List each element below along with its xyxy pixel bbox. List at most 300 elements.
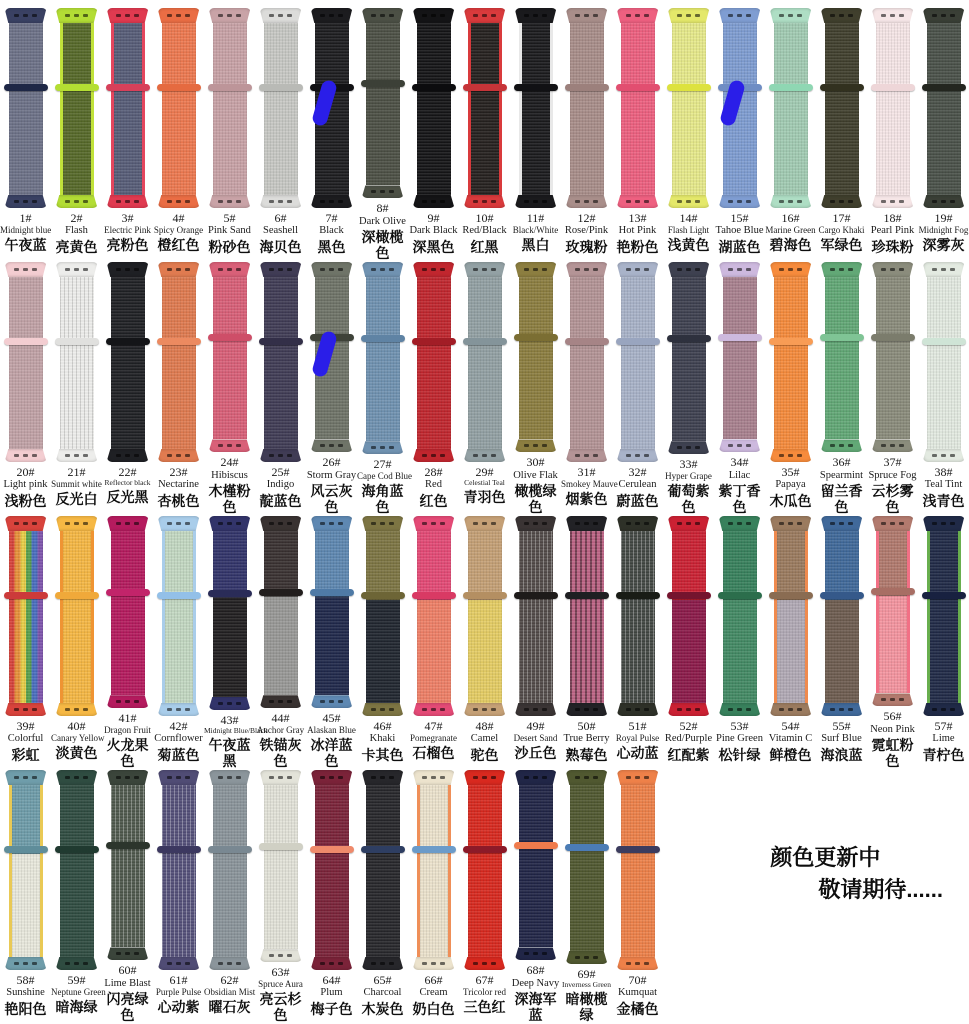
band-name-zh: 杏桃色	[157, 492, 200, 509]
band-keeper	[820, 592, 864, 599]
adapter-slot	[74, 522, 79, 525]
adapter-slot	[635, 454, 640, 457]
adapter-slot	[779, 268, 784, 271]
adapter-slot	[839, 444, 844, 447]
band-adapter-bottom	[260, 449, 302, 462]
adapter-slot	[890, 522, 895, 525]
adapter-slot	[473, 776, 478, 779]
band-strap	[162, 23, 196, 195]
band-name-zh: 反光白	[55, 490, 98, 507]
band-number: 6#	[274, 211, 287, 225]
adapter-slot	[830, 708, 835, 711]
band-keeper	[55, 846, 99, 853]
adapter-slot	[440, 268, 445, 271]
adapter-slot	[728, 200, 733, 203]
watch-band	[306, 8, 357, 208]
band-strap	[774, 531, 808, 703]
adapter-slot	[848, 708, 853, 711]
band-strap	[417, 531, 451, 703]
adapter-slot	[737, 14, 742, 17]
band-name-en: Kumquat	[617, 987, 658, 999]
adapter-slot	[779, 200, 784, 203]
band-labels	[561, 465, 618, 507]
band-keeper	[565, 844, 609, 851]
adapter-slot	[491, 200, 496, 203]
band-name-en: Smokey Mauve	[561, 479, 618, 490]
adapter-slot	[644, 522, 649, 525]
adapter-slot	[932, 268, 937, 271]
adapter-slot	[941, 200, 946, 203]
adapter-slot	[338, 200, 343, 203]
band-name-en: Dragon Fruit	[104, 725, 151, 736]
band-strap	[162, 531, 196, 703]
band-strap	[264, 277, 298, 449]
band-name-zh: 风云灰色	[310, 482, 353, 516]
adapter-slot	[329, 700, 334, 703]
band-name-en: True Berry	[563, 733, 610, 745]
band-strap	[825, 531, 859, 703]
band-number: 63#	[271, 965, 290, 980]
band-labels	[918, 211, 969, 253]
band-adapter-top	[566, 8, 608, 23]
band-adapter-top	[158, 516, 200, 531]
adapter-slot	[473, 708, 478, 711]
band-labels	[357, 719, 408, 763]
adapter-slot	[932, 708, 937, 711]
band-name-zh: 留兰香色	[820, 482, 863, 516]
watch-band	[867, 516, 918, 706]
adapter-slot	[83, 454, 88, 457]
adapter-slot	[533, 14, 538, 17]
band-item	[561, 262, 618, 516]
band-name-zh: 熟莓色	[565, 746, 608, 763]
band-keeper	[412, 592, 456, 599]
band-name-en: Pine Green	[716, 733, 763, 745]
band-keeper	[106, 84, 150, 91]
band-labels	[459, 719, 510, 763]
band-number: 58#	[16, 973, 35, 987]
band-number: 24#	[220, 455, 239, 470]
adapter-slot	[227, 522, 232, 525]
band-item	[867, 8, 918, 262]
watch-band	[918, 8, 969, 208]
adapter-slot	[176, 454, 181, 457]
adapter-slot	[218, 444, 223, 447]
band-keeper	[922, 592, 966, 599]
adapter-slot	[737, 444, 742, 447]
adapter-slot	[32, 522, 37, 525]
watch-band	[918, 262, 969, 462]
adapter-slot	[14, 708, 19, 711]
adapter-slot	[797, 708, 802, 711]
watch-band	[510, 516, 561, 716]
adapter-slot	[575, 776, 580, 779]
band-number: 27#	[373, 457, 392, 472]
adapter-slot	[677, 200, 682, 203]
adapter-slot	[269, 14, 274, 17]
band-number: 41#	[118, 711, 137, 726]
band-name-en: Inverness Green	[562, 980, 611, 990]
band-name-en: Tricolor red	[463, 987, 506, 998]
band-labels	[561, 719, 612, 763]
band-keeper	[463, 338, 507, 345]
adapter-slot	[176, 14, 181, 17]
watch-band	[459, 262, 510, 462]
watch-band	[867, 8, 918, 208]
adapter-slot	[584, 708, 589, 711]
adapter-slot	[338, 776, 343, 779]
band-name-en: Purple Pulse	[155, 987, 202, 998]
adapter-slot	[116, 952, 121, 955]
adapter-slot	[941, 708, 946, 711]
band-name-zh: 亮云杉色	[259, 990, 302, 1024]
watch-band	[51, 8, 102, 208]
adapter-slot	[320, 700, 325, 703]
band-name-zh: 深橄榄色	[361, 228, 404, 262]
band-adapter-bottom	[260, 695, 302, 708]
band-keeper	[667, 592, 711, 599]
adapter-slot	[134, 454, 139, 457]
watch-band	[306, 262, 357, 452]
band-labels	[867, 709, 918, 770]
adapter-slot	[287, 776, 292, 779]
adapter-slot	[380, 14, 385, 17]
band-keeper	[565, 592, 609, 599]
adapter-slot	[626, 522, 631, 525]
adapter-slot	[746, 522, 751, 525]
band-adapter-top	[566, 516, 608, 531]
adapter-slot	[287, 14, 292, 17]
band-name-en: Neon Pink	[870, 723, 915, 735]
band-name-en: Seashell	[263, 225, 298, 237]
watch-band	[714, 8, 765, 208]
band-name-en: Spicy Orange	[153, 225, 204, 236]
adapter-slot	[533, 200, 538, 203]
band-adapter-top	[617, 262, 659, 277]
adapter-slot	[899, 200, 904, 203]
band-strap	[264, 531, 298, 695]
band-labels	[153, 465, 204, 509]
band-name-zh: 珍珠粉	[871, 238, 914, 255]
band-name-zh: 火龙果色	[106, 736, 149, 770]
adapter-slot	[950, 708, 955, 711]
adapter-slot	[839, 708, 844, 711]
adapter-slot	[14, 268, 19, 271]
adapter-slot	[848, 444, 853, 447]
adapter-slot	[728, 268, 733, 271]
adapter-slot	[422, 962, 427, 965]
band-labels	[306, 211, 357, 255]
band-name-zh: 梅子色	[310, 1000, 353, 1017]
watch-band	[0, 770, 51, 970]
band-adapter-top	[617, 770, 659, 785]
band-adapter-top	[362, 516, 404, 531]
band-item	[714, 516, 765, 770]
adapter-slot	[941, 454, 946, 457]
band-adapter-bottom	[5, 449, 47, 462]
band-item	[102, 8, 153, 262]
adapter-slot	[482, 776, 487, 779]
band-number: 52#	[679, 719, 698, 733]
adapter-slot	[320, 200, 325, 203]
adapter-slot	[677, 708, 682, 711]
adapter-slot	[287, 454, 292, 457]
adapter-slot	[746, 268, 751, 271]
adapter-slot	[644, 962, 649, 965]
adapter-slot	[584, 776, 589, 779]
band-keeper	[157, 592, 201, 599]
adapter-slot	[236, 268, 241, 271]
band-item	[408, 516, 459, 770]
band-number: 20#	[16, 465, 35, 479]
band-item	[510, 8, 561, 262]
band-keeper	[514, 592, 558, 599]
band-strap	[111, 23, 145, 195]
adapter-slot	[830, 200, 835, 203]
watch-band	[459, 516, 510, 716]
band-labels	[918, 465, 969, 509]
adapter-slot	[440, 14, 445, 17]
band-name-zh: 卡其色	[361, 746, 404, 763]
adapter-slot	[737, 200, 742, 203]
band-number: 9#	[427, 211, 440, 225]
band-number: 40#	[67, 719, 86, 733]
band-adapter-top	[209, 516, 251, 531]
band-number: 65#	[373, 973, 392, 987]
band-adapter-top	[770, 516, 812, 531]
watch-band	[663, 516, 714, 716]
adapter-slot	[125, 700, 130, 703]
adapter-slot	[23, 268, 28, 271]
adapter-slot	[371, 708, 376, 711]
band-name-zh: 艳粉色	[616, 238, 659, 255]
band-labels	[459, 211, 510, 255]
adapter-slot	[899, 268, 904, 271]
adapter-slot	[593, 268, 598, 271]
band-name-en: Cream	[419, 987, 448, 999]
band-adapter-bottom	[56, 703, 98, 716]
adapter-slot	[575, 956, 580, 959]
band-labels	[714, 455, 765, 516]
band-item	[153, 262, 204, 516]
adapter-slot	[74, 268, 79, 271]
adapter-slot	[371, 190, 376, 193]
band-number: 12#	[577, 211, 596, 225]
band-adapter-top	[158, 770, 200, 785]
band-keeper	[4, 592, 48, 599]
adapter-slot	[788, 268, 793, 271]
band-keeper	[4, 84, 48, 91]
band-number: 53#	[730, 719, 749, 733]
band-number: 51#	[628, 719, 647, 733]
adapter-slot	[371, 446, 376, 449]
band-strap	[111, 785, 145, 947]
watch-band	[765, 8, 816, 208]
band-number: 49#	[526, 719, 545, 733]
band-adapter-bottom	[158, 449, 200, 462]
band-name-en: Papaya	[775, 479, 806, 491]
adapter-slot	[371, 962, 376, 965]
watch-band	[408, 516, 459, 716]
adapter-slot	[932, 14, 937, 17]
band-name-zh: 蔚蓝色	[616, 492, 659, 509]
band-number: 55#	[832, 719, 851, 733]
adapter-slot	[644, 268, 649, 271]
band-strap	[927, 23, 961, 195]
band-adapter-top	[311, 8, 353, 23]
band-name-zh: 青羽色	[463, 489, 506, 505]
band-strap	[366, 531, 400, 703]
band-name-zh: 金橘色	[616, 1000, 659, 1017]
adapter-slot	[737, 522, 742, 525]
adapter-slot	[32, 454, 37, 457]
watch-band	[255, 516, 306, 708]
band-strap	[927, 531, 961, 703]
adapter-slot	[74, 708, 79, 711]
adapter-slot	[881, 200, 886, 203]
band-labels	[867, 211, 918, 255]
adapter-slot	[380, 190, 385, 193]
band-keeper	[514, 842, 558, 849]
band-labels	[306, 455, 357, 516]
band-name-zh: 红色	[419, 492, 448, 509]
watch-band	[357, 262, 408, 454]
adapter-slot	[125, 14, 130, 17]
band-adapter-bottom	[668, 703, 710, 716]
band-adapter-top	[464, 516, 506, 531]
adapter-slot	[533, 444, 538, 447]
band-item	[918, 8, 969, 262]
adapter-slot	[14, 962, 19, 965]
adapter-slot	[440, 200, 445, 203]
band-name-en: Pomegranate	[410, 733, 457, 744]
band-strap	[570, 23, 604, 195]
band-item	[357, 262, 412, 516]
band-name-zh: 浅粉色	[4, 492, 47, 509]
adapter-slot	[593, 14, 598, 17]
band-number: 10#	[475, 211, 494, 225]
band-item	[51, 516, 105, 770]
adapter-slot	[593, 708, 598, 711]
band-keeper	[463, 592, 507, 599]
adapter-slot	[236, 962, 241, 965]
band-strap	[9, 277, 43, 449]
adapter-slot	[473, 522, 478, 525]
band-keeper	[718, 334, 762, 341]
band-item	[663, 516, 714, 770]
band-item	[867, 262, 918, 516]
band-name-zh: 深海军蓝	[514, 990, 557, 1024]
band-labels	[612, 973, 663, 1017]
band-strap	[417, 277, 451, 449]
band-item	[918, 516, 969, 770]
adapter-slot	[542, 200, 547, 203]
band-adapter-bottom	[362, 703, 404, 716]
band-adapter-bottom	[515, 439, 557, 452]
adapter-slot	[134, 14, 139, 17]
band-name-en: Reflector black	[104, 478, 151, 488]
adapter-slot	[14, 200, 19, 203]
band-labels	[510, 963, 561, 1024]
band-strap	[825, 23, 859, 195]
band-strap	[162, 277, 196, 449]
adapter-slot	[422, 268, 427, 271]
band-adapter-bottom	[158, 195, 200, 208]
band-name-en: Khaki	[369, 733, 396, 745]
band-keeper	[259, 589, 303, 596]
band-labels	[714, 719, 765, 763]
band-adapter-bottom	[617, 703, 659, 716]
band-labels	[51, 719, 105, 761]
band-number: 15#	[730, 211, 749, 225]
band-adapter-bottom	[362, 185, 404, 198]
adapter-slot	[890, 268, 895, 271]
band-keeper	[259, 843, 303, 850]
band-name-en: Red/Black	[462, 225, 507, 237]
adapter-slot	[320, 776, 325, 779]
adapter-slot	[278, 454, 283, 457]
band-number: 67#	[475, 973, 494, 987]
band-name-zh: 紫丁香色	[718, 482, 761, 516]
adapter-slot	[338, 14, 343, 17]
adapter-slot	[839, 522, 844, 525]
band-name-en: Pink Sand	[208, 225, 251, 237]
adapter-slot	[32, 200, 37, 203]
adapter-slot	[431, 200, 436, 203]
adapter-slot	[686, 268, 691, 271]
band-name-zh: 亮粉色	[106, 236, 149, 253]
band-adapter-bottom	[464, 195, 506, 208]
watch-band	[255, 262, 306, 462]
band-number: 7#	[325, 211, 338, 225]
band-adapter-bottom	[515, 947, 557, 960]
band-adapter-bottom	[107, 947, 149, 960]
adapter-slot	[779, 522, 784, 525]
band-item	[561, 770, 612, 1024]
band-adapter-top	[770, 262, 812, 277]
adapter-slot	[881, 444, 886, 447]
adapter-slot	[176, 776, 181, 779]
band-strap	[621, 785, 655, 957]
adapter-slot	[134, 200, 139, 203]
band-name-en: Cerulean	[618, 479, 657, 491]
band-number: 28#	[424, 465, 443, 479]
adapter-slot	[746, 14, 751, 17]
band-labels	[204, 973, 255, 1015]
band-labels	[408, 465, 459, 509]
band-name-zh: 石榴色	[412, 744, 455, 761]
band-number: 2#	[70, 211, 83, 225]
adapter-slot	[65, 962, 70, 965]
band-name-zh: 反光黑	[106, 489, 149, 505]
band-adapter-bottom	[821, 703, 863, 716]
band-adapter-bottom	[617, 449, 659, 462]
band-keeper	[208, 590, 252, 597]
band-labels	[816, 719, 867, 763]
band-name-zh: 松针绿	[718, 746, 761, 763]
band-item	[255, 8, 306, 262]
adapter-slot	[830, 522, 835, 525]
adapter-slot	[779, 708, 784, 711]
adapter-slot	[227, 702, 232, 705]
adapter-slot	[473, 14, 478, 17]
band-name-en: Cargo Khaki	[818, 225, 865, 236]
band-name-en: Red/Purple	[664, 733, 713, 745]
band-keeper	[922, 338, 966, 345]
band-name-en: Midnight Fog	[918, 225, 969, 236]
band-keeper	[616, 338, 660, 345]
adapter-slot	[134, 700, 139, 703]
